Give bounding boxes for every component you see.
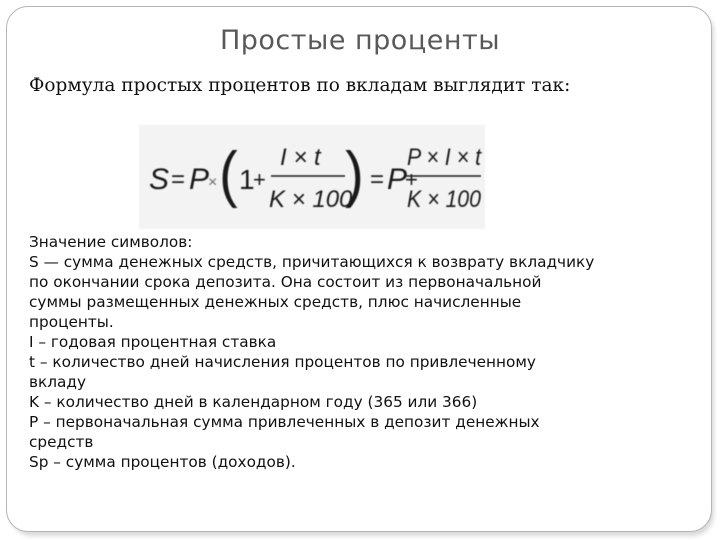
text-line: P – первоначальная сумма привлеченных в депозит денежных — [29, 413, 540, 431]
symbols-description — [29, 232, 699, 472]
formula-times: × — [208, 174, 218, 191]
text-line: Значение символов: — [29, 233, 193, 251]
formula-denominator-2: K × 100 — [407, 186, 482, 213]
formula-numerator-2: P × I × t — [407, 144, 483, 171]
text-line: проценты. — [29, 313, 114, 331]
text-line: S — сумма денежных средств, причитающихся к возврату вкладчику — [29, 253, 595, 271]
text-line: I – годовая процентная ставка — [29, 333, 277, 351]
text-line: суммы размещенных денежных средств, плюс начисленные — [29, 293, 522, 311]
formula-denominator-1: K × 100 — [269, 186, 353, 213]
text-line: вкладу — [29, 373, 87, 391]
intro-text: Формула простых процентов по вкладам выглядит так: — [29, 75, 571, 96]
text-line: по окончании срока депозита. Она состоит из первоначальной — [29, 273, 542, 291]
formula-plus: + — [253, 167, 266, 192]
slide-title: Простые проценты — [219, 25, 501, 56]
text-line: K – количество дней в календарном году (365 или 366) — [29, 393, 478, 411]
formula-plus-2: + — [405, 167, 418, 192]
formula-image — [139, 125, 485, 229]
formula-one: 1 — [239, 164, 255, 195]
text-line: t – количество дней начисления процентов по привлеченному — [29, 353, 536, 371]
formula-left-paren: ( — [219, 140, 238, 209]
formula-equals-1: = — [171, 166, 186, 193]
formula-right-paren: ) — [345, 140, 364, 209]
formula-numerator-1: I × t — [280, 144, 321, 171]
formula-p2: P — [387, 163, 408, 196]
formula-equals-2: = — [370, 166, 385, 193]
slide-frame — [6, 6, 712, 532]
formula-s: S — [149, 163, 170, 196]
formula-p: P — [189, 163, 210, 196]
text-line: средств — [29, 433, 94, 451]
formula-svg — [139, 125, 485, 229]
text-line: Sp – сумма процентов (доходов). — [29, 453, 296, 471]
